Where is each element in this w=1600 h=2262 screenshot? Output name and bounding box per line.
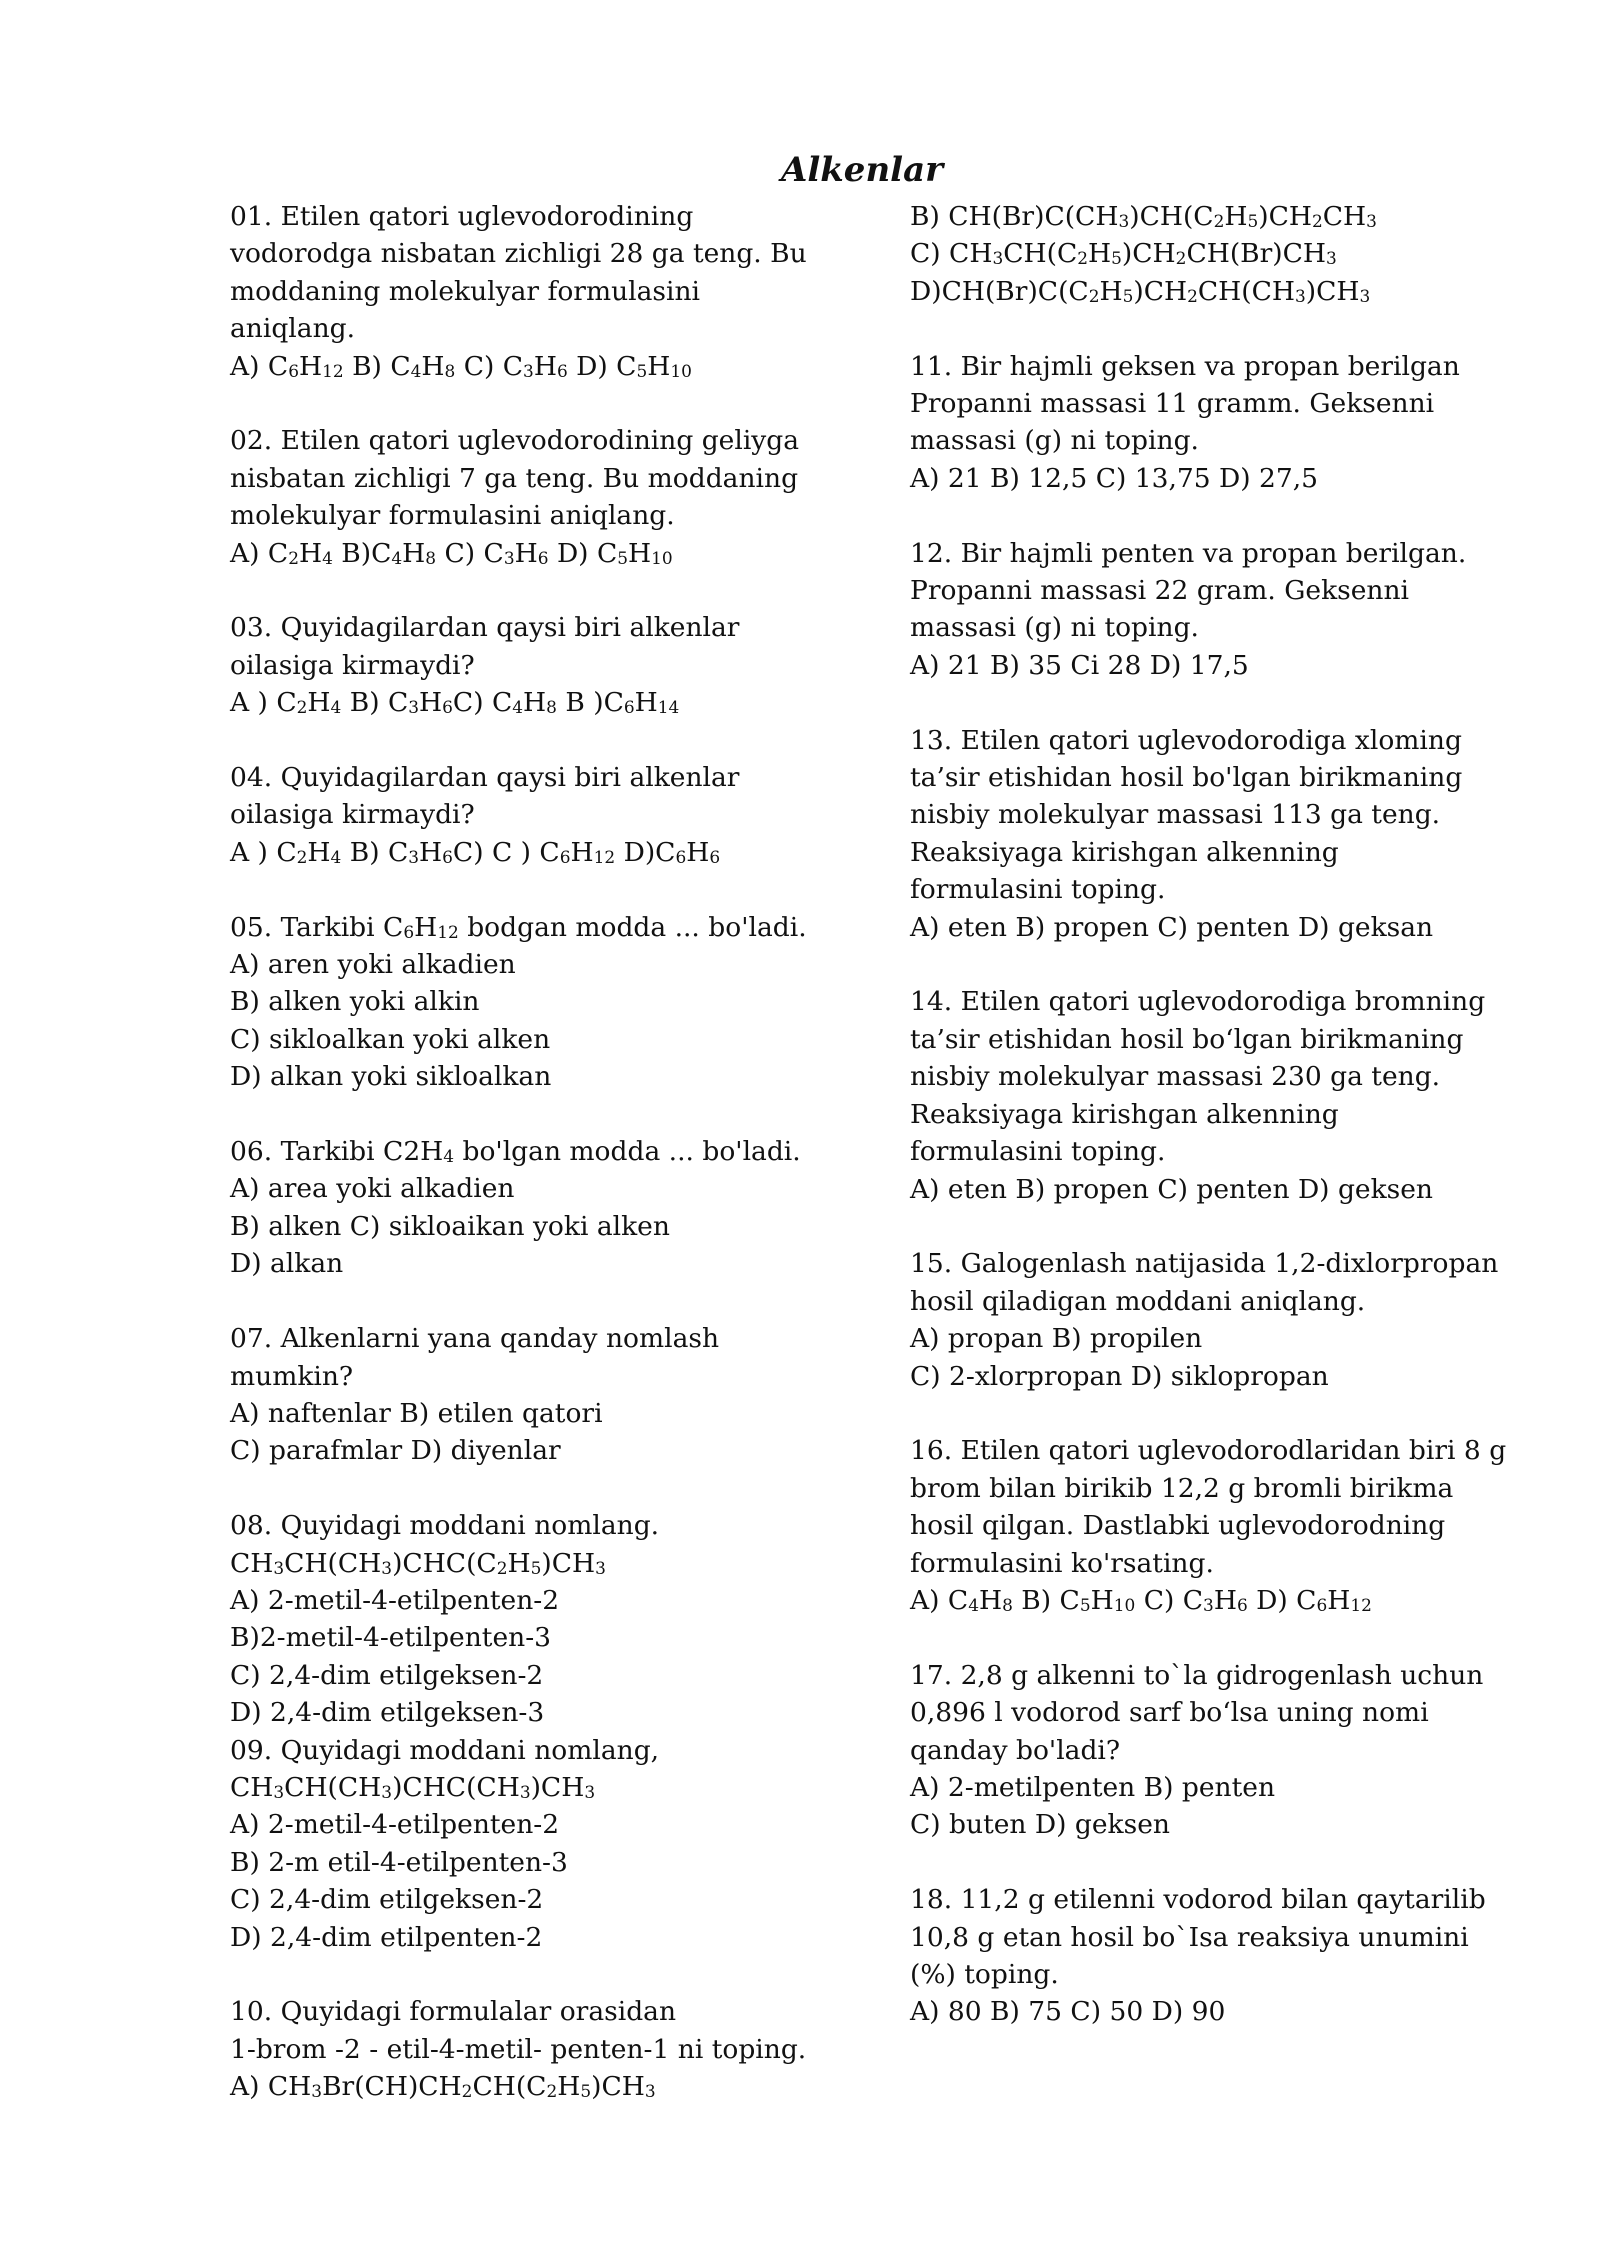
block-gap (230, 572, 920, 609)
question-block (230, 198, 920, 385)
block-gap (230, 1283, 920, 1320)
block-gap (910, 1395, 1600, 1432)
question-block (230, 1993, 920, 2105)
text-line: C) 2,4-dim etilgeksen-2 (230, 1659, 544, 1691)
text-line: A ) $C_2H_4$ B) $C_3H_6C$) $C_4H_8$ B )$C_6H_{14}$ (230, 687, 680, 719)
text-line: ta’sir etishidan hosil bo'lgan birikmaning (910, 762, 1463, 794)
left-column (230, 198, 920, 2106)
block-gap (230, 871, 920, 908)
text-line: D) 2,4-dim etilgeksen-3 (230, 1697, 545, 1729)
question-block (230, 909, 920, 1096)
text-line: vodorodga nisbatan zichligi 28 ga teng. Bu (230, 238, 807, 270)
question-block (910, 983, 1600, 1207)
text-line: moddaning molekulyar formulasini (230, 275, 701, 307)
text-line: 10,8 g etan hosil bo`Isa reaksiya unumini (910, 1921, 1469, 1953)
text-line: oilasiga kirmaydi? (230, 649, 475, 681)
text-line: (%) toping. (910, 1958, 1059, 1990)
text-line: A) 21 B) 35 Ci 28 D) 17,5 (910, 649, 1249, 681)
text-line: 07. Alkenlarni yana qanday nomlash (230, 1323, 720, 1355)
block-gap (910, 310, 1600, 347)
text-line: 11. Bir hajmli geksen va propan berilgan (910, 350, 1460, 382)
block-gap (910, 684, 1600, 721)
block-gap (910, 497, 1600, 534)
text-line: nisbatan zichligi 7 ga teng. Bu moddaning (230, 462, 799, 494)
text-line: 06. Tarkibi $C2H_4$ bo'lgan modda ... bo'ladi. (230, 1136, 801, 1168)
text-line: A) naftenlar B) etilen qatori (230, 1397, 603, 1429)
text-line: $D)CH(Br)C(C_2H_5)CH_2CH(CH_3)CH_3$ (910, 275, 1371, 307)
text-line: 1-brom -2 - etil-4-metil- penten-1 ni toping. (230, 2033, 807, 2065)
text-line: A ) $C_2H_4$ B) $C_3H_6C$) C ) $C_6H_{12}$ $D)C_6H_6$ (230, 836, 721, 868)
text-line: B) 2-m etil-4-etilpenten-3 (230, 1846, 568, 1878)
text-line: 15. Galogenlash natijasida 1,2-dixlorpropan (910, 1248, 1499, 1280)
text-line: 05. Tarkibi $C_6H_{12}$ bodgan modda ... bo'ladi. (230, 911, 807, 943)
text-line: A) area yoki alkadien (230, 1173, 515, 1205)
text-line: Reaksiyaga kirishgan alkenning (910, 836, 1339, 868)
question-block (230, 422, 920, 572)
text-line: 0,896 l vodorod sarf bo‘lsa uning nomi (910, 1697, 1429, 1729)
question-block (910, 348, 1600, 498)
question-block (230, 609, 920, 721)
block-gap (910, 1844, 1600, 1881)
text-line: D) 2,4-dim etilpenten-2 (230, 1921, 543, 1953)
text-line: A) 2-metil-4-etilpenten-2 (230, 1809, 560, 1841)
text-line: massasi (g) ni toping. (910, 612, 1199, 644)
question-block (230, 1320, 920, 1470)
block-gap (910, 1208, 1600, 1245)
text-line: oilasiga kirmaydi? (230, 799, 475, 831)
text-line: aniqlang. (230, 313, 356, 345)
text-line: $CH_3CH(CH_3)CHC(CH_3)CH_3$ (230, 1771, 596, 1803)
text-line: A) 2-metil-4-etilpenten-2 (230, 1584, 560, 1616)
text-line: C) 2,4-dim etilgeksen-2 (230, 1884, 544, 1916)
text-line: A) 2-metilpenten B) penten (910, 1771, 1276, 1803)
text-line: hosil qilgan. Dastlabki uglevodorodning (910, 1510, 1446, 1542)
text-line: B) alken yoki alkin (230, 986, 480, 1018)
text-line: Reaksiyaga kirishgan alkenning (910, 1098, 1339, 1130)
text-line: C) $CH_3CH(C_2H_5)CH_2CH(Br)CH_3$ (910, 238, 1337, 270)
block-gap (910, 946, 1600, 983)
text-line: A) $C_2H_4$ $B)C_4H_8$ C) $C_3H_6$ D) $C_5H_{10}$ (230, 537, 673, 569)
text-line: $CH_3CH(CH_3)CHC(C_2H_5)CH_3$ (230, 1547, 606, 1579)
question-block (230, 759, 920, 871)
text-line: C) 2-xlorpropan D) siklopropan (910, 1360, 1329, 1392)
text-line: A) $C_6H_{12}$ B) $C_4H_8$ C) $C_3H_6$ D) $C_5H_{10}$ (230, 350, 692, 382)
text-line: formulasini ko'rsating. (910, 1547, 1214, 1579)
text-line: 09. Quyidagi moddani nomlang, (230, 1734, 660, 1766)
text-line: formulasini toping. (910, 1136, 1166, 1168)
block-gap (230, 1956, 920, 1993)
text-line: 08. Quyidagi moddani nomlang. (230, 1510, 660, 1542)
text-line: brom bilan birikib 12,2 g bromli birikma (910, 1472, 1454, 1504)
question-block (230, 1133, 920, 1283)
text-line: 12. Bir hajmli penten va propan berilgan. (910, 537, 1467, 569)
text-line: 03. Quyidagilardan qaysi biri alkenlar (230, 612, 740, 644)
text-line: Propanni massasi 22 gram. Geksenni (910, 575, 1410, 607)
text-line: Propanni massasi 11 gramm. Geksenni (910, 388, 1435, 420)
question-block (910, 535, 1600, 685)
block-gap (230, 385, 920, 422)
block-gap (230, 1470, 920, 1507)
text-line: A) 80 B) 75 C) 50 D) 90 (910, 1996, 1226, 2028)
text-line: qanday bo'ladi? (910, 1734, 1121, 1766)
block-gap (230, 722, 920, 759)
text-line: 04. Quyidagilardan qaysi biri alkenlar (230, 762, 740, 794)
text-line: B) alken C) sikloaikan yoki alken (230, 1210, 670, 1242)
text-line: 18. 11,2 g etilenni vodorod bilan qaytarilib (910, 1884, 1486, 1916)
block-gap (230, 1096, 920, 1133)
text-line: massasi (g) ni toping. (910, 425, 1199, 457)
text-line: A) aren yoki alkadien (230, 949, 516, 981)
text-line: A) 21 B) 12,5 C) 13,75 D) 27,5 (910, 462, 1319, 494)
block-gap (910, 1619, 1600, 1656)
text-line: mumkin? (230, 1360, 354, 1392)
text-line: 16. Etilen qatori uglevodorodlaridan biri 8 g (910, 1435, 1507, 1467)
text-line: nisbiy molekulyar massasi 230 ga teng. (910, 1061, 1441, 1093)
text-line: C) sikloalkan yoki alken (230, 1023, 551, 1055)
text-line: C) parafmlar D) diyenlar (230, 1435, 561, 1467)
question-block (230, 1507, 920, 1956)
question-block (910, 1432, 1600, 1619)
text-line: 14. Etilen qatori uglevodorodiga bromning (910, 986, 1486, 1018)
text-line: 02. Etilen qatori uglevodorodining geliyga (230, 425, 800, 457)
question-block (910, 1245, 1600, 1395)
text-line: 10. Quyidagi formulalar orasidan (230, 1996, 677, 2028)
text-line: A) propan B) propilen (910, 1323, 1203, 1355)
text-line: 13. Etilen qatori uglevodorodiga xloming (910, 724, 1462, 756)
text-line: A) $C_4H_8$ B) $C_5H_{10}$ C) $C_3H_6$ D) $C_6H_{12}$ (910, 1584, 1372, 1616)
question-block (910, 1657, 1600, 1844)
text-line: 17. 2,8 g alkenni to`la gidrogenlash uchun (910, 1659, 1484, 1691)
text-line: C) buten D) geksen (910, 1809, 1170, 1841)
text-line: molekulyar formulasini aniqlang. (230, 500, 675, 532)
text-line: A) eten B) propen C) penten D) geksen (910, 1173, 1433, 1205)
text-line: B)2-metil-4-etilpenten-3 (230, 1622, 552, 1654)
question-block (910, 198, 1600, 310)
text-line: D) alkan (230, 1248, 344, 1280)
text-line: B) $CH(Br)C(CH_3)CH(C_2H_5)CH_2CH_3$ (910, 201, 1377, 232)
text-line: ta’sir etishidan hosil bo‘lgan birikmaning (910, 1023, 1464, 1055)
text-line: hosil qiladigan moddani aniqlang. (910, 1285, 1366, 1317)
page-title: Alkenlar (780, 150, 944, 190)
text-line: A) $CH_3Br(CH)CH_2CH(C_2H_5)CH_3$ (230, 2071, 656, 2103)
text-line: formulasini toping. (910, 874, 1166, 906)
text-line: D) alkan yoki sikloalkan (230, 1061, 552, 1093)
question-block (910, 1881, 1600, 2031)
text-line: 01. Etilen qatori uglevodorodining (230, 201, 694, 232)
right-column (910, 198, 1600, 2031)
text-line: A) eten B) propen C) penten D) geksan (910, 911, 1434, 943)
text-line: nisbiy molekulyar massasi 113 ga teng. (910, 799, 1441, 831)
question-block (910, 722, 1600, 946)
